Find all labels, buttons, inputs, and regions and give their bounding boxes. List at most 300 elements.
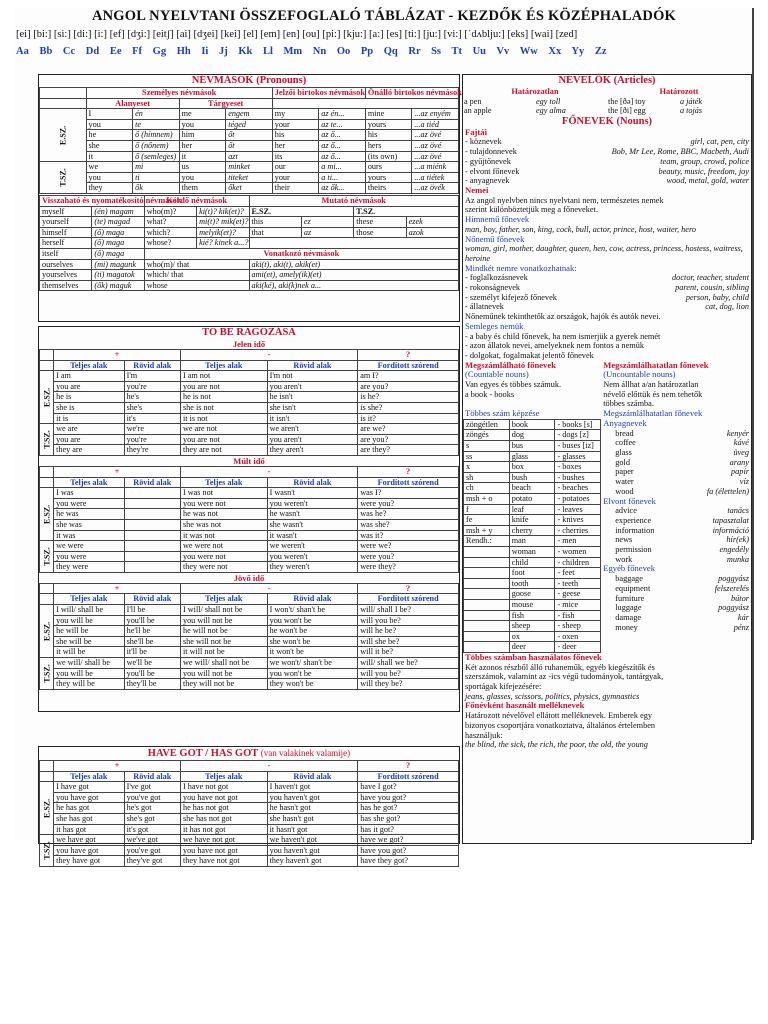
noun-kind-example: team, group, crowd, police [660,156,749,166]
future-cell: I will/ shall not be [180,605,267,616]
subject-header: Alanyeset [86,98,179,109]
both-genders-kind: - foglalkozásnevek [465,273,528,283]
future-table [39,583,459,690]
both-genders-kind: - rokonságnevek [465,283,521,293]
plural-cell: msh + y [464,525,510,536]
material-noun-row [601,467,751,477]
future-cell: you'll be [124,668,180,679]
demonstrative-cell: that [249,227,301,238]
present-cell: you are [54,434,125,445]
pronoun-cell: his [365,130,412,141]
present-cell: she is [54,402,125,413]
plural-cell: ox [509,631,555,642]
abstract-noun-row [601,535,751,545]
past-cell: was I? [358,488,459,499]
both-genders-kind: - személyt kifejező főnevek [465,292,557,302]
future-cell: she will not be [180,636,267,647]
future-cell: I won't/ shan't be [267,605,358,616]
past-cell: were they? [358,562,459,573]
other-noun-row [601,613,751,623]
plural-cell: - bushes [555,472,601,483]
other-noun-en: luggage [615,603,642,613]
present-cell: you are [54,381,125,392]
havegot-cell: you have got [54,845,125,856]
havegot-cell: has she got? [358,813,459,824]
abstract-noun-hu: tanács [727,506,749,516]
future-cell: we will/ shall be [54,658,125,669]
pronoun-cell: ...az övé [412,140,459,151]
demonstrative-sg-header: E.SZ. [249,206,354,217]
pronoun-cell: ti [133,172,180,183]
number-label: E.SZ. [40,109,87,162]
pronouns-title: NÉVMÁSOK (Pronouns) [191,75,307,86]
pronoun-cell: te [133,119,180,130]
question-header: ? [358,761,459,772]
demonstrative-title: Mutató névmások [249,195,459,206]
abstract-noun-row [601,506,751,516]
pronoun-cell: mi [133,162,180,173]
column-header: Teljes alak [54,771,125,782]
future-cell: you will not be [180,615,267,626]
countable-title: Megszámlálható főnevek [465,359,556,370]
spacer-cell [40,477,54,488]
both-genders-example: cat, dog, lion [705,302,749,312]
future-cell: it won't be [267,647,358,658]
pronoun-cell: a ti... [319,172,366,183]
adjective-noun-title: Főnévként használt melléknevek [465,700,585,711]
pronoun-cell: they [86,183,133,194]
present-cell: is it? [358,413,459,424]
demonstrative-cell: azok [406,227,458,238]
column-header: Rövid alak [267,594,358,605]
past-cell: I was not [180,488,267,499]
pronoun-cell: az ő... [319,130,366,141]
other-pronouns-table [39,195,459,291]
pronoun-cell: your [272,172,319,183]
past-cell: she was not [180,519,267,530]
question-header: ? [358,466,459,477]
nouns-title: FŐNEVEK (Nouns) [561,115,653,127]
neuter-item: - dolgokat, fogalmakat jelentő főnevek [465,350,594,360]
article-cell: the [ði] egg [608,106,646,116]
neuter-item: - azon állatok nevei, amelyeknek nem fontos a nemük [465,341,645,351]
abstract-noun-row [601,545,751,555]
past-cell: was she? [358,519,459,530]
pronoun-cell: őt [226,140,273,151]
pronoun-cell: our [272,162,319,173]
relative-hu: ami(et), amely(ik)(et) [249,270,459,281]
noun-kind-example: girl, cat, pen, city [690,137,749,147]
present-cell: you are not [180,381,267,392]
demonstrative-cell: ezek [406,217,458,228]
plural-cell: - leaves [555,504,601,515]
material-noun-en: glass [615,447,632,457]
column-header: Fordított szórend [358,360,459,371]
plural-table [463,419,601,653]
column-header: Rövid alak [124,594,180,605]
abstract-noun-hu: engedély [719,545,749,555]
plural-cell [464,610,510,621]
plural-cell: - glasses [555,451,601,462]
past-cell: he wasn't [267,509,358,520]
noun-kind-example: wood, metal, gold, water [666,176,749,186]
plural-cell [464,589,510,600]
future-cell: I'll be [124,605,180,616]
countable-sub: (Countable nouns) [465,369,529,380]
future-cell: will/ shall we be? [358,658,459,669]
interrogative-hu: melyik(et)? [197,227,249,238]
present-cell: I'm not [267,371,358,382]
future-cell: he won't be [267,626,358,637]
have-got-title-main: HAVE GOT / HAS GOT [147,748,259,759]
spacer-cell [40,88,87,99]
pronoun-cell: me [179,109,226,120]
noun-kind-row [463,157,751,167]
reflexive-en: itself [40,248,92,259]
havegot-cell: has he got? [358,803,459,814]
gender-title: Nemei [465,185,489,195]
plural-cell: - fish [555,610,601,621]
future-cell: he will not be [180,626,267,637]
past-cell: you weren't [267,498,358,509]
past-cell: it was [54,530,125,541]
column-header: Fordított szórend [358,771,459,782]
havegot-cell: have they got? [358,856,459,867]
past-subtitle: Múlt idő [233,455,265,466]
plural-cell: Rendh.: [464,536,510,547]
past-cell [124,530,180,541]
present-cell: we aren't [267,424,358,435]
other-noun-title: Egyéb főnevek [603,563,656,574]
present-cell: are you? [358,434,459,445]
have-got-title [39,747,459,760]
article-cell: the [ðə] toy [608,96,646,106]
to-be-title: TO BE RAGOZÁSA [202,327,296,338]
havegot-cell: I haven't got [267,782,358,793]
past-cell: it wasn't [267,530,358,541]
future-cell: it will not be [180,647,267,658]
pronoun-cell: őt [226,130,273,141]
pronoun-cell: ...az övék [412,183,459,194]
pronoun-cell: yours [365,119,412,130]
number-label: T.SZ. [40,658,54,690]
future-cell: will/ shall I be? [358,605,459,616]
interrogative-hu: kié? kinek a...? [197,238,249,249]
havegot-cell: she's got [124,813,180,824]
future-cell: we'll be [124,658,180,669]
pronoun-cell: its [272,151,319,162]
pronoun-cell: ...a miénk [412,162,459,173]
adjective-noun-text: Határozott névelővel ellátott melléknevek. Emberek egy [465,711,653,721]
future-cell: we won't/ shan't be [267,658,358,669]
havegot-cell: I have not got [180,782,267,793]
adjective-noun-text: bizonyos csoportjára vonatkoztatva, általános értelemben [465,720,656,730]
present-cell: is she? [358,402,459,413]
plural-cell: f [464,504,510,515]
spacer-cell [40,594,54,605]
column-header: Teljes alak [54,477,125,488]
pronoun-cell: hers [365,140,412,151]
noun-kind-row [463,167,751,177]
other-noun-row [601,594,751,604]
havegot-cell: he hasn't got [267,803,358,814]
noun-kind-row [463,147,751,157]
present-cell: it is not [180,413,267,424]
past-cell: they were [54,562,125,573]
plural-cell: - men [555,536,601,547]
havegot-cell: she hasn't got [267,813,358,824]
material-noun-en: water [615,477,634,487]
column-header: Teljes alak [180,360,267,371]
pronoun-cell: it [86,151,133,162]
pronoun-cell: az ő... [319,151,366,162]
feminine-title: Nőnemű főnevek [465,233,525,244]
future-cell: it will be [54,647,125,658]
question-header: ? [358,583,459,594]
material-noun-hu: papír [731,467,749,477]
past-cell [124,541,180,552]
present-cell: is he? [358,392,459,403]
pronoun-cell: I [86,109,133,120]
abstract-noun-row [601,516,751,526]
plural-cell: dog [509,430,555,441]
relative-title: Vonatkozó névmások [144,248,458,259]
pronoun-cell: her [272,140,319,151]
present-cell: they aren't [267,445,358,456]
future-cell: she won't be [267,636,358,647]
present-cell: it is [54,413,125,424]
future-cell: they will not be [180,679,267,690]
number-label: E.SZ. [40,488,54,541]
plural-title: Többes szám képzése [465,408,540,419]
grammar-sheet [14,8,754,866]
plural-cell: fish [509,610,555,621]
pronoun-cell: ő (hímnem) [133,130,180,141]
interrogative-en: who(m)? [144,206,196,217]
reflexive-hu: (ő) maga [92,227,144,238]
pronoun-cell: én [133,109,180,120]
pronoun-cell: ours [365,162,412,173]
column-header: Teljes alak [180,477,267,488]
noun-kind: - elvont főnevek [465,166,520,176]
present-cell: I'm [124,371,180,382]
past-cell [124,488,180,499]
number-label: T.SZ. [40,424,54,456]
column-header: Rövid alak [124,477,180,488]
pronoun-cell: he [86,130,133,141]
plural-cell: - cherries [555,525,601,536]
present-cell: he is not [180,392,267,403]
plural-cell: - mice [555,599,601,610]
material-noun-en: wood [615,486,634,496]
plural-cell: deer [509,642,555,653]
past-cell: she wasn't [267,519,358,530]
present-cell: you're [124,434,180,445]
past-cell: she was [54,519,125,530]
material-noun-hu: üveg [733,447,749,457]
number-label: T.SZ. [40,162,87,194]
other-noun-hu: poggyász [718,603,749,613]
definite-header: Határozott [659,87,699,96]
past-cell [124,562,180,573]
pronoun-cell: ...a tiétek [412,172,459,183]
both-genders-kind: - állatnevek [465,302,504,312]
possessive-title: Jelzői birtokos névmások [272,88,365,99]
plural-cell: - oxen [555,631,601,642]
demonstrative-cell: this [249,217,301,228]
articles-table [463,87,751,116]
havegot-cell: have you got? [358,792,459,803]
plural-cell: - deer [555,642,601,653]
negative-header: - [180,761,357,772]
havegot-cell: you haven't got [267,845,358,856]
abstract-noun-hu: információ [712,525,749,535]
havegot-cell: she has not got [180,813,267,824]
reflexive-en: yourselves [40,270,92,281]
abstract-noun-en: information [615,525,655,535]
havegot-cell: has it got? [358,824,459,835]
uncountable-text: névelő előttük és nem tehetők [603,389,703,399]
pronoun-cell: us [179,162,226,173]
past-cell: we were [54,541,125,552]
spacer-cell [272,98,458,109]
havegot-cell: you've got [124,845,180,856]
have-got-subtitle: (van valakinek valamije) [260,748,351,758]
pronoun-cell: you [179,119,226,130]
future-subtitle: Jövő idő [233,572,265,583]
kinds-title: Fajtái [465,126,487,137]
other-noun-hu: pénz [733,622,749,632]
spacer-cell [249,238,459,249]
reflexive-hu: (ő) maga [92,238,144,249]
plural-cell: zöngétlen [464,419,510,430]
article-cell: a játék [680,96,703,106]
plural-cell: - knives [555,515,601,526]
abstract-noun-hu: hír(ek) [726,535,749,545]
column-header: Rövid alak [267,771,358,782]
affirmative-header: + [54,761,181,772]
present-cell: you aren't [267,434,358,445]
demonstrative-cell: these [354,217,406,228]
plural-cell: box [509,462,555,473]
both-genders-example: doctor, teacher, student [672,273,749,283]
article-cell: egy alma [536,106,566,116]
material-noun-hu: víz [739,477,749,487]
future-cell: you'll be [124,615,180,626]
present-cell: am I? [358,371,459,382]
column-header: Teljes alak [180,771,267,782]
future-cell: you will be [54,615,125,626]
plural-cell [464,568,510,579]
gender-text: szerint különböztetjük meg a főneveket. [465,205,598,215]
future-cell: he'll be [124,626,180,637]
abstract-noun-en: experience [615,515,652,525]
abstract-noun-title: Elvont főnevek [603,495,656,506]
past-cell: it was not [180,530,267,541]
column-header: Rövid alak [124,360,180,371]
spacer-cell [40,466,54,477]
reflexive-en: yourself [40,217,92,228]
past-cell: you were [54,551,125,562]
present-cell: she isn't [267,402,358,413]
future-cell: she will be [54,636,125,647]
pronoun-cell: you [86,119,133,130]
number-label: T.SZ. [40,835,54,867]
column-header: Fordított szórend [358,594,459,605]
indefinite-header: Határozatlan [511,87,559,96]
to-be-section [38,326,460,712]
past-cell [124,509,180,520]
spacer-cell [40,350,54,361]
affirmative-header: + [54,583,181,594]
both-genders-example: parent, cousin, sibling [675,283,749,293]
have-got-section [38,746,460,866]
plural-cell: sh [464,472,510,483]
uncountable-text: többes számba. [603,399,654,409]
spacer-cell [40,98,87,109]
both-genders-example: person, baby, child [685,292,749,302]
havegot-cell: I've got [124,782,180,793]
pronoun-cell: ...az övé [412,151,459,162]
future-cell: we will/ shall not be [180,658,267,669]
present-cell: it's [124,413,180,424]
demonstrative-cell: those [354,227,406,238]
future-cell: it'll be [124,647,180,658]
plural-cell: sheep [509,621,555,632]
number-label: T.SZ. [40,541,54,573]
articles-title: NÉVELŐK (Articles) [558,75,656,86]
past-cell: you were not [180,551,267,562]
number-label: E.SZ. [40,371,54,424]
havegot-cell: it has got [54,824,125,835]
other-noun-hu: bútor [731,593,749,603]
relative-en: which/ that [144,270,249,281]
future-cell: will it be? [358,647,459,658]
material-noun-row [601,438,751,448]
future-cell: you will be [54,668,125,679]
plural-cell: - beaches [555,483,601,494]
past-cell [124,519,180,530]
plural-cell: - geese [555,589,601,600]
interrogative-en: which? [144,227,196,238]
feminine-note: Nőneműnek tekinthetők az országok, hajók és autók nevei. [465,312,661,322]
present-cell: she is not [180,402,267,413]
past-cell: I wasn't [267,488,358,499]
present-table [39,349,459,456]
masculine-examples: man, boy, father, son, king, cock, bull, actor, prince, host, waiter, hero [465,224,697,234]
present-cell: are they? [358,445,459,456]
plural-cell [464,642,510,653]
pronoun-cell: your [272,119,319,130]
material-noun-row [601,448,751,458]
future-cell: they will be [54,679,125,690]
abstract-noun-en: news [615,535,633,545]
future-cell: she'll be [124,636,180,647]
pronoun-cell: we [86,162,133,173]
havegot-table [39,760,459,867]
past-cell: we were not [180,541,267,552]
present-subtitle: Jelen idő [232,339,266,349]
past-cell [124,498,180,509]
plural-cell [464,557,510,568]
masculine-title: Hímnemű főnevek [465,214,530,225]
pronoun-cell: yours [365,172,412,183]
plural-cell: bush [509,472,555,483]
column-header: Rövid alak [124,771,180,782]
present-cell: I am not [180,371,267,382]
adjective-noun-examples: the blind, the sick, the rich, the poor, the old, the young [465,740,648,750]
future-cell: will she be? [358,636,459,647]
